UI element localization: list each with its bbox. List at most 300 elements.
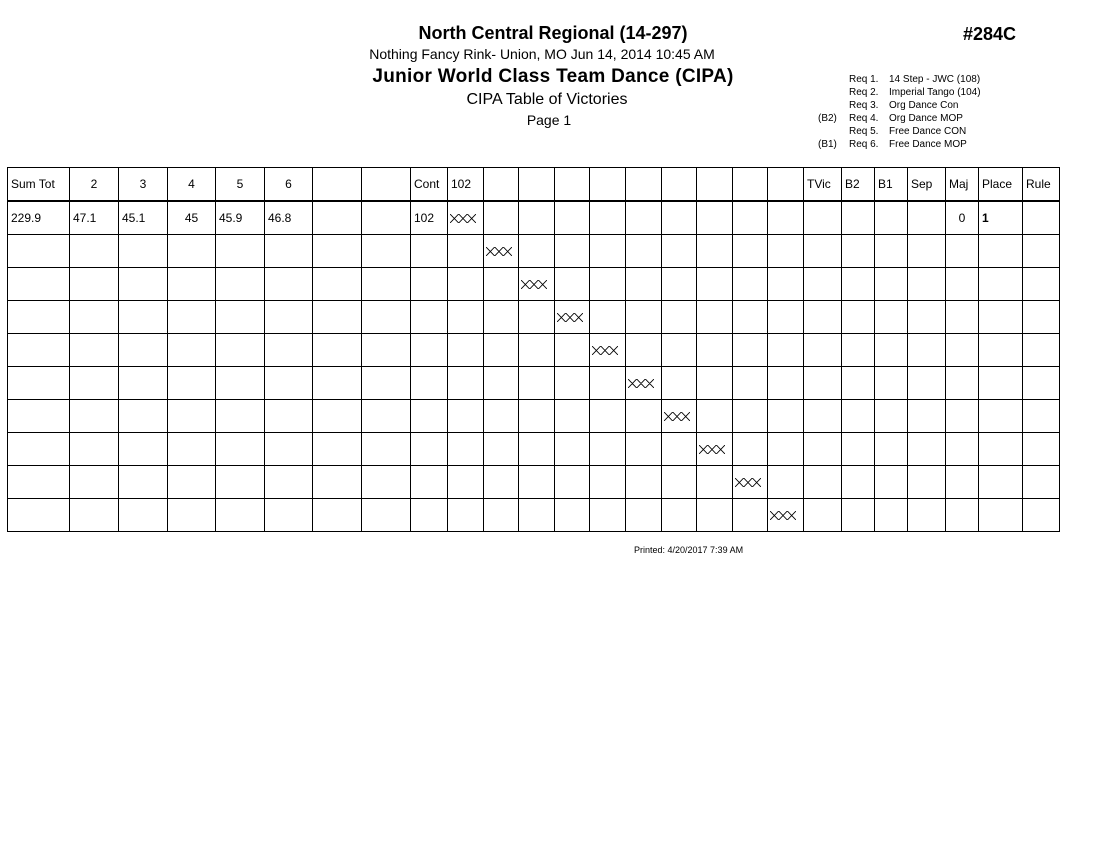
table-cell xyxy=(119,334,168,367)
column-header: 6 xyxy=(265,168,313,202)
table-cell xyxy=(662,201,697,235)
table-cell: 47.1 xyxy=(70,201,119,235)
table-cell xyxy=(519,433,555,466)
requirement-flag xyxy=(818,99,849,112)
column-header: 102 xyxy=(448,168,484,202)
table-cell xyxy=(519,334,555,367)
table-cell xyxy=(697,301,733,334)
table-cell: 1 xyxy=(979,201,1023,235)
table-cell xyxy=(768,235,804,268)
table-cell xyxy=(484,301,519,334)
table-cell xyxy=(908,268,946,301)
column-header xyxy=(313,168,362,202)
table-row xyxy=(8,400,1060,433)
requirement-desc: Free Dance CON xyxy=(889,126,967,137)
column-header: 2 xyxy=(70,168,119,202)
table-cell xyxy=(519,367,555,400)
table-cell xyxy=(168,466,216,499)
table-cell xyxy=(979,301,1023,334)
table-header-row xyxy=(8,168,1060,202)
table-cell xyxy=(626,301,662,334)
table-cell xyxy=(979,400,1023,433)
table-cell xyxy=(484,499,519,532)
table-cell xyxy=(119,400,168,433)
column-header: Place xyxy=(979,168,1023,202)
table-cell xyxy=(733,367,768,400)
event-code: #284C xyxy=(963,24,1017,44)
table-cell xyxy=(626,268,662,301)
column-header: 3 xyxy=(119,168,168,202)
table-cell xyxy=(216,466,265,499)
column-header xyxy=(768,168,804,202)
table-cell xyxy=(70,301,119,334)
column-header: TVic xyxy=(804,168,842,202)
table-cell xyxy=(448,268,484,301)
table-cell xyxy=(662,268,697,301)
table-cell xyxy=(697,268,733,301)
xxx-cross-icon xyxy=(521,280,547,289)
table-cell xyxy=(555,334,590,367)
table-name: CIPA Table of Victories xyxy=(466,91,628,108)
requirement-item xyxy=(818,125,981,138)
table-cell xyxy=(1023,235,1060,268)
table-cell xyxy=(448,235,484,268)
column-header: Cont xyxy=(411,168,448,202)
table-cell xyxy=(733,201,768,235)
table-cell xyxy=(313,334,362,367)
table-cell xyxy=(626,334,662,367)
blocked-cell xyxy=(697,433,733,466)
table-cell xyxy=(946,400,979,433)
column-header: B2 xyxy=(842,168,875,202)
table-cell xyxy=(626,499,662,532)
table-cell xyxy=(555,466,590,499)
table-cell xyxy=(313,268,362,301)
table-cell xyxy=(555,499,590,532)
table-cell xyxy=(804,235,842,268)
table-cell xyxy=(908,499,946,532)
table-cell xyxy=(768,400,804,433)
table-cell xyxy=(842,499,875,532)
requirement-label: Req 2. xyxy=(849,87,879,98)
table-cell xyxy=(842,301,875,334)
table-row xyxy=(8,201,1060,235)
table-cell xyxy=(519,499,555,532)
table-cell xyxy=(733,499,768,532)
table-cell xyxy=(662,334,697,367)
table-cell xyxy=(946,499,979,532)
table-cell xyxy=(119,466,168,499)
table-row xyxy=(8,499,1060,532)
table-cell xyxy=(768,268,804,301)
table-cell xyxy=(626,400,662,433)
table-cell xyxy=(842,235,875,268)
table-row xyxy=(8,301,1060,334)
table-cell xyxy=(590,235,626,268)
table-cell xyxy=(313,466,362,499)
requirement-flag xyxy=(818,125,849,138)
table-cell xyxy=(804,301,842,334)
table-cell xyxy=(313,499,362,532)
table-cell: 102 xyxy=(411,201,448,235)
table-cell xyxy=(484,433,519,466)
table-cell xyxy=(555,433,590,466)
table-cell xyxy=(555,400,590,433)
requirement-label: Req 4. xyxy=(849,113,879,124)
table-cell xyxy=(313,235,362,268)
table-cell xyxy=(119,499,168,532)
table-cell xyxy=(519,201,555,235)
column-header xyxy=(484,168,519,202)
requirement-desc: Free Dance MOP xyxy=(889,139,967,150)
table-cell xyxy=(313,301,362,334)
requirement-item xyxy=(818,112,981,125)
table-cell xyxy=(662,235,697,268)
table-row xyxy=(8,268,1060,301)
requirement-item xyxy=(818,86,981,99)
column-header: Maj xyxy=(946,168,979,202)
requirement-label: Req 3. xyxy=(849,100,879,111)
table-cell xyxy=(448,400,484,433)
table-cell xyxy=(908,201,946,235)
table-cell xyxy=(979,334,1023,367)
table-cell xyxy=(555,367,590,400)
xxx-cross-icon xyxy=(664,412,690,421)
table-cell xyxy=(555,268,590,301)
table-cell xyxy=(768,301,804,334)
table-cell xyxy=(1023,367,1060,400)
table-cell xyxy=(411,367,448,400)
table-cell xyxy=(908,466,946,499)
table-cell xyxy=(362,201,411,235)
requirement-flag: (B2) xyxy=(818,113,837,124)
table-row xyxy=(8,433,1060,466)
table-cell xyxy=(70,367,119,400)
table-cell xyxy=(8,268,70,301)
table-cell xyxy=(1023,334,1060,367)
table-cell xyxy=(216,301,265,334)
table-cell xyxy=(590,499,626,532)
table-cell xyxy=(313,201,362,235)
table-cell xyxy=(448,433,484,466)
table-cell xyxy=(842,367,875,400)
table-cell xyxy=(119,301,168,334)
table-cell xyxy=(662,433,697,466)
table-cell xyxy=(8,235,70,268)
xxx-cross-icon xyxy=(557,313,583,322)
table-cell xyxy=(804,499,842,532)
requirement-flag: (B1) xyxy=(818,139,837,150)
requirement-flag xyxy=(818,86,849,99)
table-cell: 46.8 xyxy=(265,201,313,235)
table-cell xyxy=(697,334,733,367)
table-cell: 45 xyxy=(168,201,216,235)
table-cell xyxy=(411,466,448,499)
table-cell xyxy=(979,466,1023,499)
table-cell xyxy=(842,268,875,301)
table-cell xyxy=(908,334,946,367)
table-cell xyxy=(768,367,804,400)
table-cell xyxy=(484,201,519,235)
table-cell xyxy=(590,268,626,301)
table-cell xyxy=(804,367,842,400)
page-title: North Central Regional (14-297) xyxy=(418,23,688,43)
table-cell xyxy=(484,268,519,301)
table-cell xyxy=(168,367,216,400)
table-cell xyxy=(411,301,448,334)
requirements-list xyxy=(818,73,981,151)
table-cell: 229.9 xyxy=(8,201,70,235)
table-cell xyxy=(8,433,70,466)
table-cell xyxy=(448,334,484,367)
table-cell xyxy=(362,466,411,499)
table-cell xyxy=(448,367,484,400)
table-cell xyxy=(362,400,411,433)
table-cell xyxy=(484,367,519,400)
table-cell xyxy=(626,235,662,268)
requirement-desc: 14 Step - JWC (108) xyxy=(889,74,981,85)
table-row xyxy=(8,466,1060,499)
table-cell xyxy=(908,433,946,466)
column-header xyxy=(362,168,411,202)
table-cell xyxy=(411,235,448,268)
blocked-cell xyxy=(626,367,662,400)
table-row xyxy=(8,334,1060,367)
table-cell xyxy=(519,466,555,499)
table-cell xyxy=(842,400,875,433)
table-cell xyxy=(804,400,842,433)
table-cell xyxy=(265,400,313,433)
xxx-cross-icon xyxy=(735,478,761,487)
requirement-desc: Org Dance Con xyxy=(889,100,959,111)
table-cell xyxy=(979,268,1023,301)
table-cell xyxy=(313,433,362,466)
blocked-cell xyxy=(590,334,626,367)
table-cell xyxy=(216,499,265,532)
table-cell xyxy=(697,367,733,400)
table-cell xyxy=(590,301,626,334)
table-cell xyxy=(168,433,216,466)
table-cell xyxy=(697,466,733,499)
xxx-cross-icon xyxy=(486,247,512,256)
table-cell xyxy=(875,268,908,301)
table-cell xyxy=(411,433,448,466)
table-cell xyxy=(590,400,626,433)
table-cell xyxy=(590,201,626,235)
table-cell xyxy=(908,400,946,433)
page-number: Page 1 xyxy=(526,112,572,128)
table-cell xyxy=(590,433,626,466)
table-cell xyxy=(216,367,265,400)
table-cell: 45.1 xyxy=(119,201,168,235)
table-cell xyxy=(662,301,697,334)
table-cell xyxy=(119,433,168,466)
table-cell xyxy=(875,400,908,433)
table-cell xyxy=(590,466,626,499)
table-cell xyxy=(733,433,768,466)
column-header: Sep xyxy=(908,168,946,202)
table-cell xyxy=(8,466,70,499)
table-cell xyxy=(484,466,519,499)
column-header: 5 xyxy=(216,168,265,202)
table-cell xyxy=(265,367,313,400)
table-cell xyxy=(8,301,70,334)
table-cell xyxy=(411,499,448,532)
table-cell xyxy=(448,466,484,499)
table-cell xyxy=(70,433,119,466)
table-cell xyxy=(484,400,519,433)
requirement-flag xyxy=(818,73,849,86)
table-cell: 0 xyxy=(946,201,979,235)
table-cell xyxy=(590,367,626,400)
table-cell xyxy=(119,268,168,301)
requirement-label: Req 6. xyxy=(849,139,879,150)
table-cell xyxy=(1023,466,1060,499)
table-cell xyxy=(875,334,908,367)
table-cell xyxy=(875,433,908,466)
table-cell xyxy=(946,334,979,367)
table-cell xyxy=(733,334,768,367)
table-cell xyxy=(733,301,768,334)
table-cell xyxy=(626,433,662,466)
table-cell xyxy=(979,367,1023,400)
table-cell xyxy=(1023,268,1060,301)
table-cell xyxy=(804,334,842,367)
table-cell xyxy=(804,466,842,499)
table-cell xyxy=(448,499,484,532)
table-cell xyxy=(946,433,979,466)
table-cell xyxy=(216,433,265,466)
table-cell xyxy=(946,466,979,499)
table-cell xyxy=(70,466,119,499)
table-cell xyxy=(8,499,70,532)
table-cell xyxy=(168,400,216,433)
xxx-cross-icon xyxy=(628,379,654,388)
event-location-date: Nothing Fancy Rink- Union, MO Jun 14, 2014 10:45 AM xyxy=(369,46,715,62)
table-cell xyxy=(555,235,590,268)
table-cell xyxy=(804,268,842,301)
column-header xyxy=(555,168,590,202)
table-cell xyxy=(265,235,313,268)
table-cell xyxy=(8,400,70,433)
table-cell xyxy=(1023,499,1060,532)
table-cell xyxy=(168,235,216,268)
table-cell xyxy=(265,499,313,532)
table-cell xyxy=(265,466,313,499)
table-cell xyxy=(733,268,768,301)
column-header: Sum Tot xyxy=(8,168,70,202)
xxx-cross-icon xyxy=(770,511,796,520)
xxx-cross-icon xyxy=(592,346,618,355)
table-cell xyxy=(768,433,804,466)
table-cell xyxy=(768,466,804,499)
requirement-item xyxy=(818,73,981,86)
table-cell xyxy=(216,235,265,268)
table-cell xyxy=(804,433,842,466)
table-cell xyxy=(842,334,875,367)
table-cell: 45.9 xyxy=(216,201,265,235)
blocked-cell xyxy=(733,466,768,499)
table-cell xyxy=(697,499,733,532)
table-cell xyxy=(313,400,362,433)
table-cell xyxy=(168,334,216,367)
requirement-label: Req 5. xyxy=(849,126,879,137)
table-cell xyxy=(908,367,946,400)
event-name: Junior World Class Team Dance (CIPA) xyxy=(372,66,734,87)
table-cell xyxy=(168,499,216,532)
table-cell xyxy=(979,499,1023,532)
requirement-desc: Imperial Tango (104) xyxy=(889,87,981,98)
table-cell xyxy=(70,334,119,367)
requirement-item xyxy=(818,138,981,151)
table-cell xyxy=(875,235,908,268)
blocked-cell xyxy=(448,201,484,235)
blocked-cell xyxy=(768,499,804,532)
table-cell xyxy=(362,334,411,367)
column-header xyxy=(519,168,555,202)
table-cell xyxy=(265,301,313,334)
table-cell xyxy=(908,235,946,268)
table-cell xyxy=(946,268,979,301)
table-cell xyxy=(555,201,590,235)
table-cell xyxy=(1023,400,1060,433)
table-cell xyxy=(697,201,733,235)
column-header xyxy=(626,168,662,202)
table-cell xyxy=(411,334,448,367)
xxx-cross-icon xyxy=(450,214,476,223)
table-cell xyxy=(697,235,733,268)
table-cell xyxy=(733,400,768,433)
table-cell xyxy=(168,301,216,334)
blocked-cell xyxy=(484,235,519,268)
column-header xyxy=(590,168,626,202)
blocked-cell xyxy=(555,301,590,334)
table-cell xyxy=(70,400,119,433)
table-row xyxy=(8,235,1060,268)
table-cell xyxy=(979,433,1023,466)
blocked-cell xyxy=(662,400,697,433)
table-cell xyxy=(265,334,313,367)
table-cell xyxy=(8,334,70,367)
table-cell xyxy=(626,201,662,235)
requirement-label: Req 1. xyxy=(849,74,879,85)
table-cell xyxy=(875,301,908,334)
column-header: B1 xyxy=(875,168,908,202)
table-cell xyxy=(626,466,662,499)
table-cell xyxy=(946,235,979,268)
requirement-desc: Org Dance MOP xyxy=(889,113,963,124)
table-cell xyxy=(875,499,908,532)
table-cell xyxy=(768,334,804,367)
table-cell xyxy=(768,201,804,235)
column-header xyxy=(733,168,768,202)
column-header: 4 xyxy=(168,168,216,202)
table-cell xyxy=(662,367,697,400)
table-cell xyxy=(1023,201,1060,235)
table-cell xyxy=(448,301,484,334)
table-cell xyxy=(216,400,265,433)
table-cell xyxy=(313,367,362,400)
table-cell xyxy=(842,466,875,499)
table-cell xyxy=(119,235,168,268)
table-cell xyxy=(265,268,313,301)
table-cell xyxy=(908,301,946,334)
table-cell xyxy=(484,334,519,367)
table-cell xyxy=(362,301,411,334)
xxx-cross-icon xyxy=(699,445,725,454)
table-cell xyxy=(362,367,411,400)
table-cell xyxy=(519,301,555,334)
